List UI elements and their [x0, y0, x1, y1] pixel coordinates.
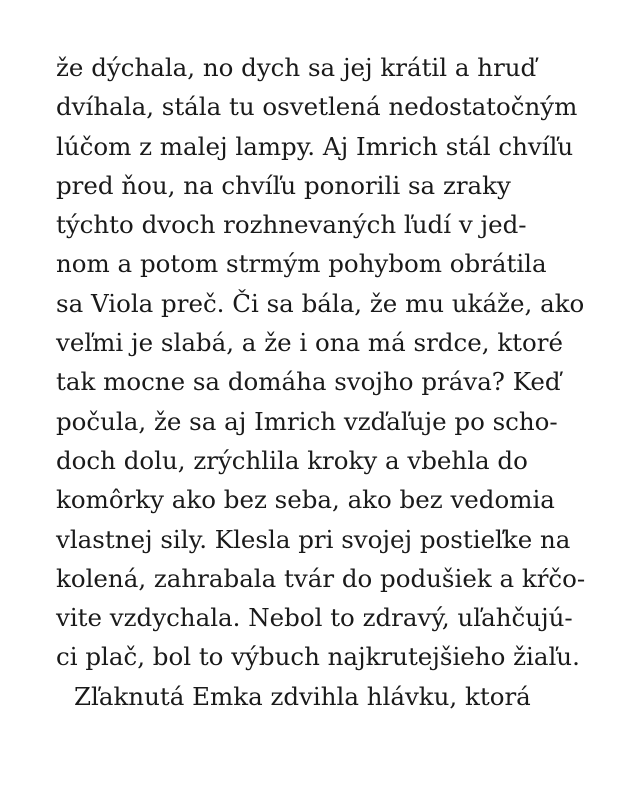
text-line: lúčom z malej lampy. Aj Imrich stál chvíľu [56, 131, 574, 161]
text-line: týchto dvoch rozhnevaných ľudí v jed- [56, 210, 527, 240]
text-line: sa Viola preč. Či sa bála, že mu ukáže, ako [56, 288, 585, 318]
paragraph-start-line: Zľaknutá Emka zdvihla hlávku, ktorá [74, 681, 531, 711]
text-line: ci plač, bol to výbuch najkrutejšieho žiaľu. [56, 642, 580, 672]
page-text [56, 48, 596, 716]
text-line: veľmi je slabá, a že i ona má srdce, ktoré [56, 328, 563, 358]
text-line: nom a potom strmým pohybom obrátila [56, 249, 547, 279]
text-line: dvíhala, stála tu osvetlená nedostatočným [56, 92, 578, 122]
text-line: počula, že sa aj Imrich vzďaľuje po scho- [56, 406, 558, 436]
text-line: komôrky ako bez seba, ako bez vedomia [56, 485, 555, 515]
text-line: že dýchala, no dych sa jej krátil a hruď [56, 53, 537, 82]
text-line: vlastnej sily. Klesla pri svojej postieľke na [56, 524, 571, 554]
text-line: pred ňou, na chvíľu ponorili sa zraky [56, 170, 511, 200]
text-line: doch dolu, zrýchlila kroky a vbehla do [56, 445, 528, 475]
text-line: vite vzdychala. Nebol to zdravý, uľahčujú- [56, 603, 573, 633]
text-line: tak mocne sa domáha svojho práva? Keď [56, 367, 561, 397]
text-line: kolená, zahrabala tvár do podušiek a kŕčo- [56, 563, 586, 593]
